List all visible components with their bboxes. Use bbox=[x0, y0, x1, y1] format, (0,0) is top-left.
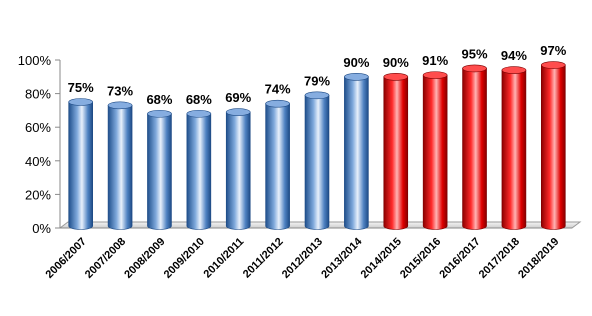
x-tick-label: 2015/2016 bbox=[398, 235, 444, 281]
data-label: 94% bbox=[500, 48, 527, 64]
bar-body bbox=[344, 77, 368, 230]
bar-body bbox=[147, 114, 171, 230]
x-tick-label: 2018/2019 bbox=[516, 235, 562, 281]
y-tick-label: 40% bbox=[24, 153, 51, 169]
x-tick-label: 2017/2018 bbox=[476, 235, 523, 281]
bar bbox=[344, 73, 368, 229]
x-tick-label: 2006/2007 bbox=[43, 235, 89, 281]
data-label: 90% bbox=[382, 54, 409, 70]
bar-top bbox=[463, 65, 487, 72]
bar-top bbox=[69, 99, 93, 106]
bar-body bbox=[502, 70, 526, 229]
bar bbox=[305, 92, 329, 230]
bar bbox=[226, 109, 250, 230]
bar-body bbox=[305, 95, 329, 229]
bar-top bbox=[384, 73, 408, 80]
x-tick-label: 2011/2012 bbox=[240, 235, 286, 281]
bar bbox=[147, 110, 171, 229]
y-tick-label: 80% bbox=[24, 86, 51, 102]
bar-top bbox=[147, 110, 171, 117]
bar-body bbox=[226, 112, 250, 229]
x-tick-label: 2013/2014 bbox=[319, 235, 365, 281]
x-tick-label: 2014/2015 bbox=[358, 235, 404, 281]
y-tick-label: 60% bbox=[24, 120, 51, 136]
y-tick-label: 100% bbox=[17, 53, 51, 68]
bar-body bbox=[384, 77, 408, 230]
bar-top bbox=[305, 92, 329, 99]
data-label: 95% bbox=[461, 46, 488, 62]
bar bbox=[423, 72, 447, 230]
x-tick-label: 2012/2013 bbox=[279, 235, 326, 281]
bar-body bbox=[266, 104, 290, 230]
bar-body bbox=[108, 105, 132, 229]
data-label: 79% bbox=[303, 73, 331, 89]
bar bbox=[463, 65, 487, 230]
x-tick-label: 2009/2010 bbox=[161, 235, 207, 281]
data-label: 69% bbox=[225, 90, 252, 106]
bar bbox=[69, 99, 93, 230]
y-tick-label: 0% bbox=[32, 221, 51, 236]
bar-body bbox=[541, 65, 565, 229]
data-label: 75% bbox=[67, 80, 94, 95]
bar-body bbox=[423, 75, 447, 229]
bar bbox=[266, 100, 290, 229]
bar-top bbox=[344, 73, 368, 80]
bar bbox=[502, 67, 526, 230]
x-tick-label: 2016/2017 bbox=[437, 235, 483, 281]
x-tick-label: 2008/2009 bbox=[122, 235, 168, 281]
bar-top bbox=[266, 100, 290, 107]
data-label: 68% bbox=[185, 91, 212, 107]
bar-top bbox=[423, 72, 447, 79]
bar bbox=[384, 73, 408, 229]
bar-body bbox=[463, 68, 487, 229]
bar-top bbox=[541, 62, 565, 69]
data-label: 91% bbox=[422, 53, 449, 69]
bar-body bbox=[69, 102, 93, 230]
y-tick-label: 20% bbox=[24, 187, 51, 203]
x-tick-label: 2007/2008 bbox=[82, 235, 129, 281]
data-label: 73% bbox=[107, 83, 134, 99]
bar-body bbox=[187, 114, 211, 230]
data-label: 68% bbox=[146, 91, 173, 107]
bar bbox=[541, 62, 565, 230]
bar-top bbox=[187, 110, 211, 117]
bar bbox=[108, 102, 132, 230]
data-label: 90% bbox=[343, 54, 370, 70]
bar-top bbox=[108, 102, 132, 109]
bar bbox=[187, 110, 211, 229]
bar-top bbox=[226, 109, 250, 116]
data-label: 74% bbox=[264, 81, 291, 97]
bar-top bbox=[502, 67, 526, 74]
data-label: 97% bbox=[540, 43, 567, 59]
x-tick-label: 2010/2011 bbox=[201, 235, 247, 281]
